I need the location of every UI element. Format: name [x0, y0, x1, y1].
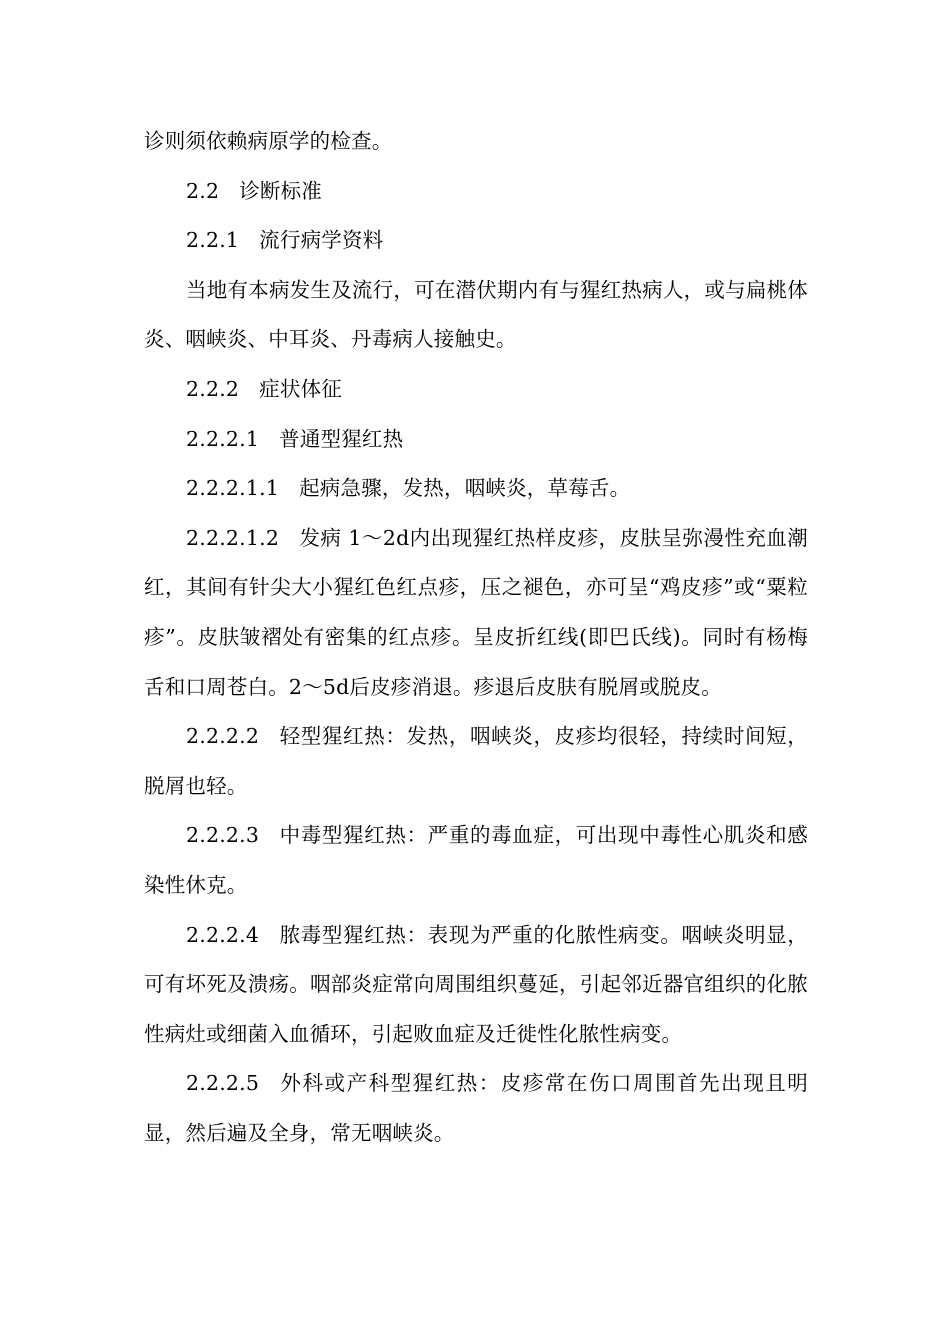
item-2-2-2-3 [144, 811, 808, 910]
section-heading-2-2-2 [144, 365, 808, 415]
section-number: 2.2.2.1 [186, 426, 260, 451]
section-heading-2-2-1 [144, 216, 808, 266]
paragraph-text: 当地有本病发生及流行，可在潜伏期内有与猩红热病人，或与扁桃体炎、咽峡炎、中耳炎、丹毒病人接触史。 [144, 277, 808, 352]
section-title: 普通型猩红热 [279, 426, 404, 451]
item-text: 轻型猩红热：发热，咽峡炎，皮疹均很轻，持续时间短，脱屑也轻。 [144, 724, 808, 798]
item-number: 2.2.2.4 [186, 922, 260, 947]
item-2-2-2-1-1 [144, 464, 808, 514]
item-number: 2.2.2.2 [186, 724, 260, 749]
section-heading-2-2-2-1 [144, 415, 808, 465]
item-2-2-2-5 [144, 1059, 808, 1158]
paragraph-continuation [144, 117, 808, 167]
item-text: 发病 1～2d内出现猩红热样皮疹，皮肤呈弥漫性充血潮红，其间有针尖大小猩红色红点疹，压之褪色，亦可呈“鸡皮疹”或“粟粒疹”。皮肤皱褶处有密集的红点疹。呈皮折红线(即巴氏线)。同时有杨梅舌和口周苍白。2～5d后皮疹消退。疹退后皮肤有脱屑或脱皮。 [144, 525, 808, 699]
item-number: 2.2.2.5 [186, 1071, 260, 1096]
item-2-2-2-4 [144, 911, 808, 1060]
item-2-2-2-1-2 [144, 514, 808, 712]
section-number: 2.2.1 [186, 228, 240, 253]
item-text: 中毒型猩红热：严重的毒血症，可出现中毒性心肌炎和感染性休克。 [144, 823, 808, 897]
section-title: 诊断标准 [239, 178, 323, 203]
item-text: 外科或产科型猩红热：皮疹常在伤口周围首先出现且明显，然后遍及全身，常无咽峡炎。 [144, 1071, 808, 1145]
section-number: 2.2 [186, 178, 220, 203]
item-text: 起病急骤，发热，咽峡炎，草莓舌。 [299, 476, 631, 501]
section-title: 症状体征 [259, 376, 342, 401]
item-number: 2.2.2.1.2 [186, 525, 280, 550]
item-2-2-2-2 [144, 712, 808, 811]
paragraph-epidemiology [144, 266, 808, 365]
item-text: 脓毒型猩红热：表现为严重的化脓性病变。咽峡炎明显，可有坏死及溃疡。咽部炎症常向周围组织蔓延，引起邻近器官组织的化脓性病灶或细菌入血循环，引起败血症及迁徙性化脓性病变。 [144, 922, 808, 1046]
paragraph-text: 诊则须依赖病原学的检查。 [144, 129, 393, 153]
item-number: 2.2.2.1.1 [186, 476, 280, 501]
document-body [144, 117, 808, 1158]
item-number: 2.2.2.3 [186, 823, 260, 848]
section-number: 2.2.2 [186, 376, 240, 401]
section-heading-2-2 [144, 167, 808, 217]
section-title: 流行病学资料 [259, 228, 384, 253]
